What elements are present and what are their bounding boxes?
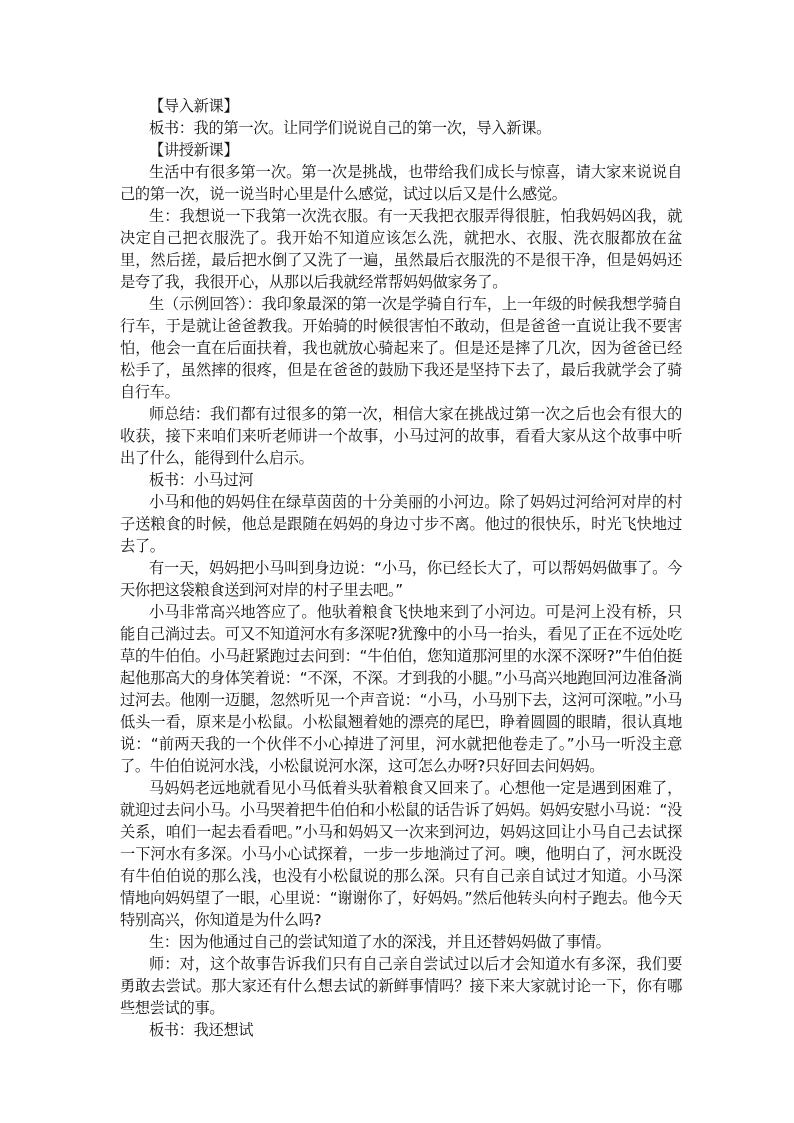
story-paragraph: 小马非常高兴地答应了。他驮着粮食飞快地来到了小河边。可是河上没有桥，只能自己淌过去。可又不知道河水有多深呢?犹豫中的小马一抬头，看见了正在不远处吃草的牛伯伯。小马赶紧跑过去问到：“牛伯伯，您知道那河里的水深不深呀?”牛伯伯挺起他那高大的身体笑着说：“不深，不深。才到我的小腿。”小马高兴地跑回河边准备淌过河去。他刚一迈腿，忽然听见一个声音说：“小马，小马别下去，这河可深啦。”小马低头一看，原来是小松鼠。小松鼠翘着她的漂亮的尾巴，睁着圆圆的眼睛，很认真地说：“前两天我的一个伙伴不小心掉进了河里，河水就把他卷走了。”小马一听没主意了。牛伯伯说河水浅，小松鼠说河水深，这可怎么办呀?只好回去问妈妈。: [120, 603, 682, 775]
teacher-remark: 师：对，这个故事告诉我们只有自己亲自尝试过以后才会知道水有多深，我们要勇敢去尝试。那大家还有什么想去试的新鲜事情吗？接下来大家就讨论一下，你有哪些想尝试的事。: [120, 955, 682, 1017]
story-paragraph: 马妈妈老远地就看见小马低着头驮着粮食又回来了。心想他一定是遇到困难了，就迎过去问小马。小马哭着把牛伯伯和小松鼠的话告诉了妈妈。妈妈安慰小马说：“没关系，咱们一起去看看吧。”小马和妈妈又一次来到河边，妈妈这回让小马自己去试探一下河水有多深。小马小心试探着，一步一步地淌过了河。噢，他明白了，河水既没有牛伯伯说的那么浅，也没有小松鼠说的那么深。只有自己亲自试过才知道。小马深情地向妈妈望了一眼，心里说：“谢谢你了，好妈妈。”然后他转头向村子跑去。他今天特别高兴，你知道是为什么吗?: [120, 779, 682, 929]
blackboard-note: 板书：小马过河: [149, 471, 254, 489]
document-page: [120, 95, 682, 1041]
paragraph: 生活中有很多第一次。第一次是挑战，也带给我们成长与惊喜，请大家来说说自己的第一次，说一说当时心里是什么感觉，试过以后又是什么感觉。: [120, 163, 682, 203]
story-paragraph: 有一天，妈妈把小马叫到身边说：“小马，你已经长大了，可以帮妈妈做事了。今天你把这袋粮食送到河对岸的村子里去吧。”: [120, 559, 682, 599]
story-paragraph: 小马和他的妈妈住在绿草茵茵的十分美丽的小河边。除了妈妈过河给河对岸的村子送粮食的时候，他总是跟随在妈妈的身边寸步不离。他过的很快乐，时光飞快地过去了。: [120, 493, 682, 555]
blackboard-note: 板书：我还想试: [149, 1021, 254, 1039]
student-answer-example: 生（示例回答）：我印象最深的第一次是学骑自行车，上一年级的时候我想学骑自行车，于是就让爸爸教我。开始骑的时候很害怕不敢动，但是爸爸一直说让我不要害怕，他会一直在后面扶着，我也就放心骑起来了。但是还是摔了几次，因为爸爸已经松手了，虽然摔的很疼，但是在爸爸的鼓励下我还是坚持下去了，最后我就学会了骑自行车。: [120, 295, 682, 401]
student-answer: 生：因为他通过自己的尝试知道了水的深浅，并且还替妈妈做了事情。: [149, 933, 611, 951]
teacher-summary: 师总结：我们都有过很多的第一次，相信大家在挑战过第一次之后也会有很大的收获，接下来咱们来听老师讲一个故事，小马过河的故事，看看大家从这个故事中听出了什么，能得到什么启示。: [120, 405, 682, 467]
student-answer: 生：我想说一下我第一次洗衣服。有一天我把衣服弄得很脏，怕我妈妈凶我，就决定自己把衣服洗了。我开始不知道应该怎么洗，就把水、衣服、洗衣服都放在盆里，然后搓，最后把水倒了又洗了一遍，虽然最后衣服洗的不是很干净，但是妈妈还是夸了我，我很开心，从那以后我就经常帮妈妈做家务了。: [120, 207, 682, 291]
blackboard-note: 板书：我的第一次。让同学们说说自己的第一次，导入新课。: [149, 119, 551, 137]
section-heading-intro: 【导入新课】: [149, 97, 239, 115]
section-heading-teaching: 【讲授新课】: [149, 141, 239, 159]
